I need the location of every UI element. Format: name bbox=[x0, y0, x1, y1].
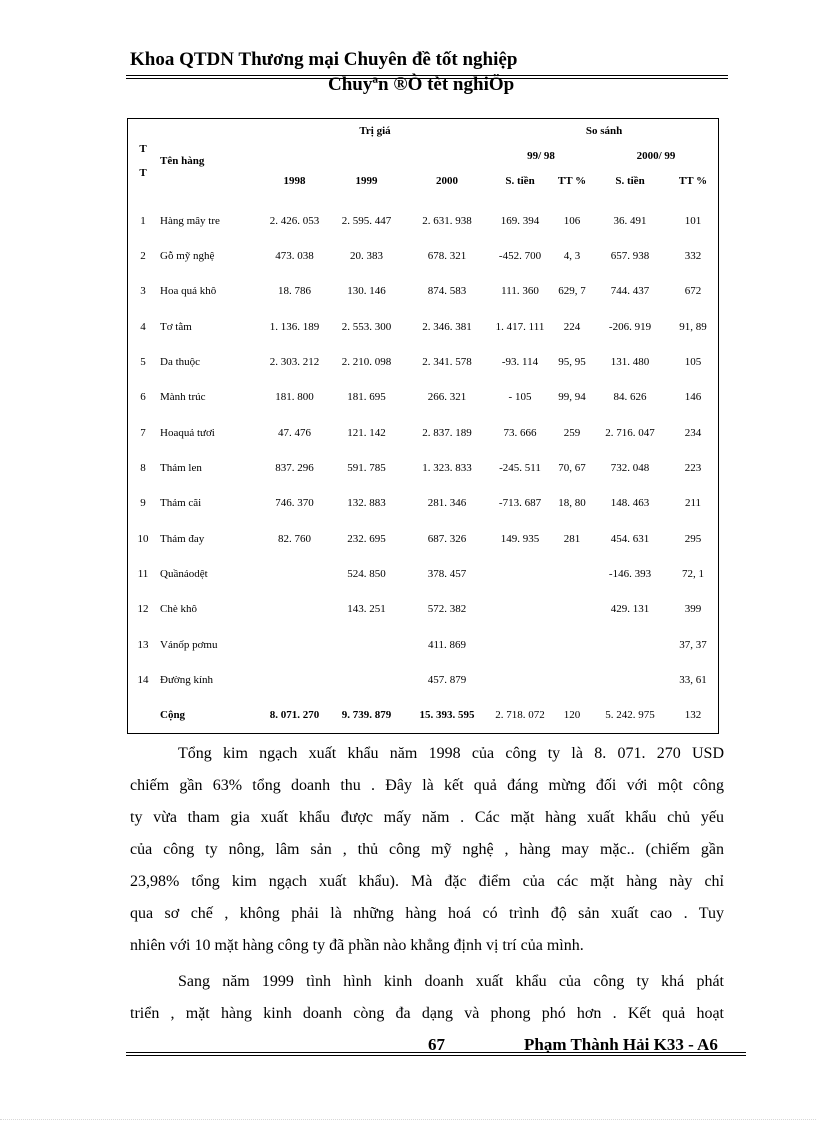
page-number: 67 bbox=[428, 1035, 445, 1054]
value-1998: 837. 296 bbox=[275, 462, 314, 474]
text-line: triển , mặt hàng kinh doanh còng đa dạng và phong phó hơn . Kết quả hoạt bbox=[130, 1005, 724, 1022]
header-2000-99: 2000/ 99 bbox=[636, 150, 676, 163]
diff-99-98: -452. 700 bbox=[498, 250, 542, 263]
ratio-2000-99: 399 bbox=[684, 603, 702, 616]
value-2000: 281. 346 bbox=[427, 497, 467, 510]
diff-99-98: 1. 417. 111 bbox=[495, 320, 545, 333]
footer-rule-top bbox=[126, 1052, 746, 1053]
header-amount-2: S. tiền bbox=[615, 174, 645, 187]
item-name: Da thuộc bbox=[160, 356, 201, 369]
value-1998: 18. 786 bbox=[278, 285, 311, 298]
row-number: 7 bbox=[140, 426, 146, 439]
value-1998: 473. 038 bbox=[275, 250, 314, 263]
text-line: nhiên với 10 mặt hàng công ty đã phần nào khẳng định vị trí của mình. bbox=[130, 937, 584, 954]
header-amount-1: S. tiền bbox=[505, 174, 535, 187]
ratio-2000-99: 295 bbox=[684, 532, 702, 545]
ratio-2000-99: 37, 37 bbox=[679, 638, 707, 651]
value-1998 bbox=[261, 592, 328, 627]
ratio-2000-99: 101 bbox=[684, 214, 702, 227]
ratio-99-98: 4, 3 bbox=[563, 250, 581, 263]
diff-99-98: 149. 935 bbox=[500, 532, 540, 545]
value-2000: 687. 326 bbox=[427, 532, 467, 545]
table-row bbox=[128, 450, 719, 485]
value-1998: 181. 800 bbox=[275, 391, 314, 404]
diff-2000-99: 657. 938 bbox=[610, 250, 650, 263]
diff-99-98 bbox=[489, 592, 551, 627]
row-number: 1 bbox=[140, 214, 146, 227]
diff-2000-99: -206. 919 bbox=[608, 320, 652, 333]
table-row bbox=[128, 662, 719, 697]
table-row bbox=[128, 238, 719, 273]
diff-2000-99: -146. 393 bbox=[608, 567, 652, 580]
row-number: 14 bbox=[137, 673, 149, 686]
row-number: 5 bbox=[140, 356, 146, 369]
diff-2000-99: 744. 437 bbox=[610, 285, 650, 298]
diff-2000-99: 84. 626 bbox=[613, 391, 647, 404]
ratio-2000-99: 146 bbox=[684, 391, 702, 404]
header-tt: T T bbox=[139, 143, 147, 180]
diff-2000-99: 5. 242. 975 bbox=[605, 709, 655, 722]
diff-99-98 bbox=[489, 627, 551, 662]
ratio-99-98: 18, 80 bbox=[558, 497, 586, 510]
header-value: Trị giá bbox=[359, 125, 391, 138]
value-1999 bbox=[328, 627, 405, 662]
item-name: Quầnáodệt bbox=[160, 567, 208, 580]
value-2000: 457. 879 bbox=[427, 673, 467, 686]
ratio-99-98: 95, 95 bbox=[558, 356, 586, 369]
value-1999: 2. 595. 447 bbox=[341, 214, 392, 227]
value-2000: 678. 321 bbox=[427, 250, 467, 263]
text-line: 23,98% tổng kim ngạch xuất khẩu). Mà đặc điểm của các mặt hàng này chỉ bbox=[130, 873, 724, 890]
item-name: Đường kính bbox=[160, 673, 214, 686]
value-1999: 20. 383 bbox=[350, 250, 383, 263]
ratio-99-98: 106 bbox=[563, 214, 581, 227]
diff-2000-99: 131. 480 bbox=[610, 356, 650, 369]
value-2000: 15. 393. 595 bbox=[419, 709, 475, 722]
export-table bbox=[127, 118, 719, 734]
value-2000: 2. 631. 938 bbox=[422, 214, 472, 227]
item-name: Hoa quả khô bbox=[160, 285, 217, 298]
header-1998: 1998 bbox=[283, 174, 306, 187]
value-1998: 2. 426. 053 bbox=[269, 214, 320, 227]
ratio-2000-99: 234 bbox=[684, 426, 702, 439]
ratio-99-98: 120 bbox=[563, 709, 581, 722]
row-number: 2 bbox=[140, 250, 146, 263]
value-1998: 1. 136. 189 bbox=[269, 320, 320, 333]
diff-99-98: - 105 bbox=[508, 391, 532, 404]
diff-99-98: 169. 394 bbox=[500, 214, 540, 227]
ratio-2000-99: 33, 61 bbox=[679, 673, 707, 686]
diff-2000-99: 2. 716. 047 bbox=[605, 426, 655, 439]
ratio-99-98: 259 bbox=[563, 426, 581, 439]
row-number: 12 bbox=[137, 603, 149, 616]
item-name: Hoaquả tươi bbox=[160, 426, 215, 439]
page-edge bbox=[0, 1119, 816, 1120]
diff-2000-99: 454. 631 bbox=[610, 532, 650, 545]
diff-99-98 bbox=[489, 662, 551, 697]
header-subtitle: Chuyªn ®Ò tèt nghiÖp bbox=[328, 74, 515, 95]
row-number: 3 bbox=[140, 285, 146, 298]
table-row bbox=[128, 415, 719, 450]
value-1998: 2. 303. 212 bbox=[269, 356, 320, 369]
diff-99-98 bbox=[489, 556, 551, 591]
diff-99-98: -245. 511 bbox=[499, 462, 541, 474]
header-item-name: Tên hàng bbox=[160, 155, 205, 168]
ratio-2000-99: 211 bbox=[684, 497, 702, 510]
diff-2000-99: 732. 048 bbox=[610, 462, 650, 474]
diff-2000-99 bbox=[593, 627, 667, 662]
row-number bbox=[128, 698, 158, 733]
header-2000: 2000 bbox=[436, 174, 458, 187]
footer-rule-bottom bbox=[126, 1055, 746, 1056]
table-row bbox=[128, 380, 719, 415]
value-2000: 378. 457 bbox=[427, 567, 467, 580]
value-2000: 874. 583 bbox=[427, 285, 467, 298]
value-1999: 2. 210. 098 bbox=[341, 356, 392, 369]
value-1998 bbox=[261, 556, 328, 591]
table-row bbox=[128, 521, 719, 556]
value-1999 bbox=[328, 662, 405, 697]
header-title: Khoa QTDN Thương mại Chuyên đề tốt nghiệp bbox=[130, 49, 518, 70]
row-number: 4 bbox=[140, 320, 146, 333]
value-2000: 411. 869 bbox=[427, 638, 467, 651]
paragraph-1 bbox=[130, 738, 724, 962]
text-line: ty vừa tham gia xuất khẩu được mấy năm . Các mặt hàng xuất khẩu chủ yếu bbox=[130, 809, 724, 826]
header-99-98: 99/ 98 bbox=[527, 150, 555, 163]
ratio-99-98 bbox=[551, 662, 593, 697]
item-name: Chè khô bbox=[160, 603, 197, 616]
ratio-2000-99: 223 bbox=[684, 462, 702, 474]
text-line: của công ty nông, lâm sản , thủ công mỹ nghệ , hàng may mặc.. (chiếm gần bbox=[130, 841, 724, 858]
item-name: Thảm cãi bbox=[160, 497, 202, 510]
ratio-99-98 bbox=[551, 592, 593, 627]
value-1998 bbox=[261, 627, 328, 662]
value-1998 bbox=[261, 662, 328, 697]
row-number: 9 bbox=[140, 497, 146, 510]
ratio-99-98 bbox=[551, 627, 593, 662]
ratio-99-98: 99, 94 bbox=[558, 391, 586, 404]
text-line: Tổng kim ngạch xuất khẩu năm 1998 của công ty là 8. 071. 270 USD bbox=[178, 745, 724, 762]
header-compare: So sánh bbox=[585, 125, 623, 138]
header-1999: 1999 bbox=[355, 174, 378, 187]
row-number: 6 bbox=[140, 391, 146, 404]
row-number: 8 bbox=[140, 462, 146, 474]
ratio-99-98 bbox=[551, 556, 593, 591]
table-row bbox=[128, 556, 719, 591]
table-row bbox=[128, 203, 719, 238]
ratio-2000-99: 672 bbox=[684, 285, 702, 298]
value-1999: 591. 785 bbox=[347, 462, 386, 474]
value-2000: 572. 382 bbox=[427, 603, 467, 616]
item-name: Thảm len bbox=[160, 462, 202, 474]
header-ratio-1: TT % bbox=[557, 174, 587, 187]
value-2000: 266. 321 bbox=[427, 391, 467, 404]
ratio-99-98: 629, 7 bbox=[558, 285, 586, 298]
row-number: 11 bbox=[137, 567, 149, 580]
text-line: Sang năm 1999 tình hình kinh doanh xuất khẩu của công ty khá phát bbox=[178, 973, 724, 990]
ratio-99-98: 281 bbox=[563, 532, 581, 545]
value-1999: 181. 695 bbox=[347, 391, 386, 404]
value-1999: 132. 883 bbox=[347, 497, 386, 510]
text-line: chiếm gần 63% tổng doanh thu . Đây là kết quả đáng mừng đối với một công bbox=[130, 777, 724, 794]
item-name: Mành trúc bbox=[160, 391, 206, 404]
value-2000: 2. 346. 381 bbox=[422, 320, 472, 333]
diff-2000-99: 36. 491 bbox=[613, 214, 647, 227]
item-name: Vánốp pơmu bbox=[160, 638, 218, 651]
ratio-99-98: 224 bbox=[563, 320, 581, 333]
row-number: 13 bbox=[137, 638, 149, 651]
table-row bbox=[128, 274, 719, 309]
value-1998: 746. 370 bbox=[275, 497, 314, 510]
diff-2000-99: 148. 463 bbox=[610, 497, 650, 510]
ratio-2000-99: 105 bbox=[684, 356, 702, 369]
table-row bbox=[128, 344, 719, 379]
value-1998: 47. 476 bbox=[278, 426, 311, 439]
total-row bbox=[128, 698, 719, 733]
paragraph-2 bbox=[130, 966, 724, 1030]
ratio-2000-99: 72, 1 bbox=[682, 567, 705, 580]
value-1999: 130. 146 bbox=[347, 285, 386, 298]
row-number: 10 bbox=[137, 532, 149, 545]
diff-99-98: 111. 360 bbox=[501, 285, 539, 298]
footer-author: Phạm Thành Hải K33 - A6 bbox=[524, 1035, 718, 1054]
value-1999: 524. 850 bbox=[347, 567, 386, 580]
diff-2000-99: 429. 131 bbox=[610, 603, 650, 616]
item-name: Tơ tằm bbox=[160, 320, 192, 333]
ratio-2000-99: 132 bbox=[684, 709, 702, 722]
item-name: Thảm đay bbox=[160, 532, 205, 545]
value-1999: 121. 142 bbox=[347, 426, 386, 439]
diff-99-98: -713. 687 bbox=[498, 497, 542, 510]
value-2000: 2. 837. 189 bbox=[422, 426, 472, 439]
value-1999: 9. 739. 879 bbox=[341, 709, 392, 722]
table-row bbox=[128, 309, 719, 344]
diff-99-98: 2. 718. 072 bbox=[495, 709, 545, 722]
table-row bbox=[128, 486, 719, 521]
value-1999: 2. 553. 300 bbox=[341, 320, 392, 333]
text-line: qua sơ chế , không phải là những hàng hoá có trình độ sản xuất cao . Tuy bbox=[130, 905, 724, 922]
diff-99-98: 73. 666 bbox=[503, 426, 537, 439]
ratio-99-98: 70, 67 bbox=[558, 462, 586, 474]
value-2000: 1. 323. 833 bbox=[422, 462, 472, 474]
value-1999: 232. 695 bbox=[347, 532, 386, 545]
value-2000: 2. 341. 578 bbox=[422, 356, 472, 369]
item-name: Cộng bbox=[160, 709, 186, 722]
ratio-2000-99: 91, 89 bbox=[679, 320, 707, 333]
diff-2000-99 bbox=[593, 662, 667, 697]
value-1999: 143. 251 bbox=[347, 603, 386, 616]
ratio-2000-99: 332 bbox=[684, 250, 702, 263]
table-row bbox=[128, 627, 719, 662]
value-1998: 8. 071. 270 bbox=[269, 709, 320, 722]
header-ratio-2: TT % bbox=[678, 174, 708, 187]
diff-99-98: -93. 114 bbox=[501, 356, 539, 369]
item-name: Gỗ mỹ nghệ bbox=[160, 250, 215, 263]
table-row bbox=[128, 592, 719, 627]
item-name: Hàng mây tre bbox=[160, 214, 220, 227]
value-1998: 82. 760 bbox=[278, 532, 311, 545]
